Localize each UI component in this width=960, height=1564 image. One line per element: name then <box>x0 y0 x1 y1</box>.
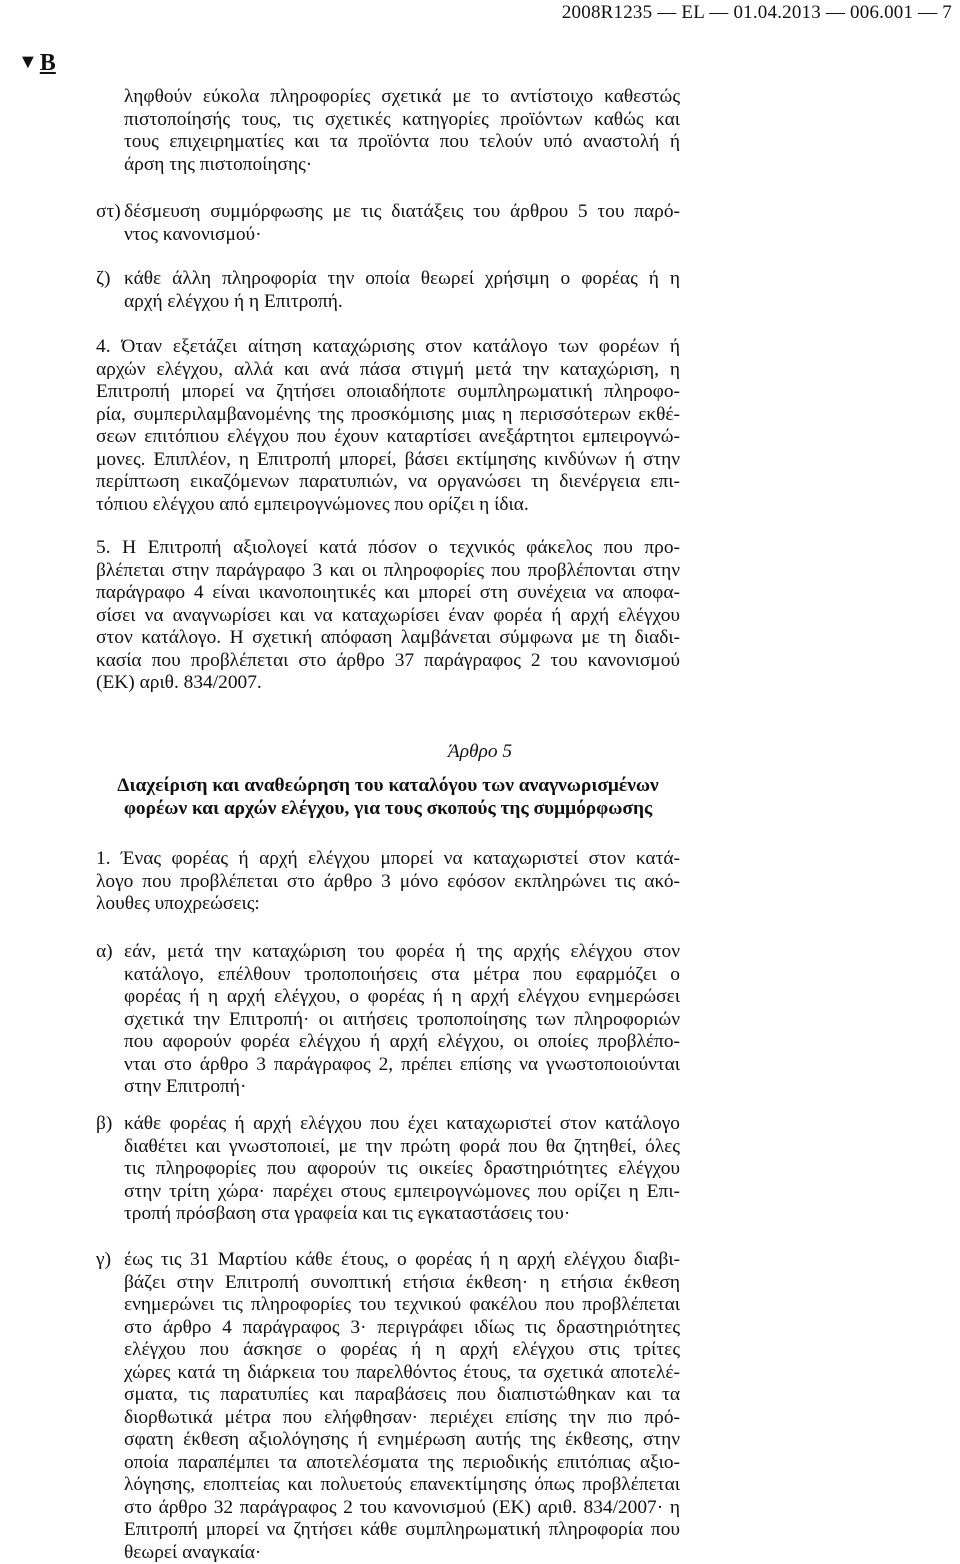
a-line: εάν, μετά την καταχώριση του φορέα ή της αρχής ελέγχου στον <box>124 941 680 962</box>
p1-line: λουθες υποχρεώσεις: <box>96 893 260 914</box>
g-line: ενημερώνει τις πληροφορίες του τεχνικού φακέλου που προβλέπεται <box>124 1294 680 1315</box>
st-line: ντος κανονισμού· <box>124 223 262 245</box>
p4-line: τόπιου ελέγχου από εμπειρογνώμονες που ορίζει η ίδια. <box>96 493 529 515</box>
p4-line: σεων επιτόπιου ελέγχου που έχουν καταρτίσει ανεξάρτητοι εμπειρογνώ- <box>96 426 680 447</box>
g-line: διορθωτικά μέτρα που ελήφθησαν· περιέχει επίσης την πιο πρό- <box>124 1406 680 1428</box>
g-label: γ) <box>96 1249 112 1270</box>
p5-line: (ΕΚ) αριθ. 834/2007. <box>96 672 262 693</box>
p1-line: 1. Ένας φορέας ή αρχή ελέγχου μπορεί να καταχωριστεί στον κατά- <box>96 848 680 869</box>
b-line: τροπή πρόσβαση στα γραφεία και τις εγκαταστάσεις του· <box>124 1203 571 1224</box>
st-label: στ) <box>96 201 121 222</box>
g-line: στο άρθρο 32 παράγραφος 2 του κανονισμού (ΕΚ) αριθ. 834/2007· η <box>124 1496 680 1518</box>
a-line: στην Επιτροπή· <box>124 1076 247 1097</box>
triangle-icon: ▼ <box>18 51 38 73</box>
p5-line: παράγραφο 4 είναι ικανοποιητικές και μπορεί στη συνέχεια να αποφα- <box>96 582 680 603</box>
g-line: βάζει στην Επιτροπή συνοπτική ετήσια έκθεση· η ετήσια έκθεση <box>124 1271 680 1293</box>
p5-line: σίσει να αναγνωρίσει και να καταχωρίσει έναν φορέα ή αρχή ελέγχου <box>96 604 680 626</box>
z-line: κάθε άλλη πληροφορία την οποία θεωρεί χρήσιμη ο φορέας ή η <box>124 268 680 289</box>
p0-line: τους επιχειρηματίες και τα προϊόντα που τελούν υπό αναστολή ή <box>124 131 680 152</box>
p5-line: κασία που προβλέπεται στο άρθρο 37 παράγραφος 2 του κανονισμού <box>96 649 680 671</box>
p0-line: ληφθούν εύκολα πληροφορίες σχετικά με το αντίστοιχο καθεστώς <box>124 86 680 107</box>
p1-line: λογο που προβλέπεται στο άρθρο 3 μόνο εφόσον εκπληρώνει τις ακό- <box>96 870 680 892</box>
a-label: α) <box>96 941 113 962</box>
b-label: β) <box>96 1113 113 1134</box>
g-line: έως τις 31 Μαρτίου κάθε έτους, ο φορέας ή η αρχή ελέγχου διαβι- <box>124 1249 680 1270</box>
a-line: νται στο άρθρο 3 παράγραφος 2, πρέπει επίσης να γνωστοποιούνται <box>124 1053 680 1075</box>
a-line: σχετικά την Επιτροπή· οι αιτήσεις τροποποίησης των πληροφοριών <box>124 1008 680 1030</box>
b-line: στην τρίτη χώρα· παρέχει στους εμπειρογνώμονες που ορίζει η Επι- <box>124 1180 680 1202</box>
page-header: 2008R1235 — EL — 01.04.2013 — 006.001 — 7 <box>561 2 952 23</box>
g-line: λόγησης, εποπτείας και πολυετούς επανεκτίμησης όπως προβλέπεται <box>124 1474 680 1495</box>
article-heading-line: φορέων και αρχών ελέγχου, για τους σκοπούς της συμμόρφωσης <box>123 797 653 819</box>
g-line: οποία παραπέμπει τα αποτελέσματα της περιοδικής επιτόπιας αξιο- <box>124 1451 680 1473</box>
b-line: τις πληροφορίες που αφορούν τις οικείες δραστηριότητες ελέγχου <box>124 1158 680 1179</box>
b-line: διαθέτει και γνωστοποιεί, με την πρώτη φορά που θα ζητηθεί, όλες <box>124 1135 680 1157</box>
g-line: θεωρεί αναγκαία· <box>124 1541 262 1563</box>
p4-line: περίπτωση εικαζόμενων παρατυπιών, να οργανώσει τη διενέργεια επι- <box>96 471 680 492</box>
amendment-marker-label: B <box>39 50 56 76</box>
amendment-marker <box>18 50 56 77</box>
st-line: δέσμευση συμμόρφωσης με τις διατάξεις του άρθρου 5 του παρό- <box>124 201 680 222</box>
article-heading-line: Διαχείριση και αναθεώρηση του καταλόγου των αναγνωρισμένων <box>117 775 659 796</box>
p5-line: βλέπεται στην παράγραφο 3 και οι πληροφορίες που προβλέπονται στην <box>96 559 680 581</box>
g-line: ελέγχου που άσκησε ο φορέας ή η αρχή ελέγχου στις τρίτες <box>124 1339 680 1360</box>
p0-line: πιστοποίησής τους, τις σχετικές κατηγορίες προϊόντων καθώς και <box>124 108 680 130</box>
g-line: χώρες κατά τη διάρκεια του παρελθόντος έτους, τα σχετικά αποτελέ- <box>124 1361 680 1383</box>
p5-line: στον κατάλογο. Η σχετική απόφαση λαμβάνεται σύμφωνα με τη διαδι- <box>96 627 680 648</box>
g-line: στο άρθρο 4 παράγραφος 3· περιγράφει ιδίως τις δραστηριότητες <box>124 1316 680 1338</box>
g-line: Επιτροπή μπορεί να ζητήσει κάθε συμπληρωματική πληροφορία που <box>124 1519 680 1540</box>
p5-line: 5. Η Επιτροπή αξιολογεί κατά πόσον ο τεχνικός φάκελος που προ- <box>96 537 680 558</box>
b-line: κάθε φορέας ή αρχή ελέγχου που έχει καταχωριστεί στον κατάλογο <box>124 1113 680 1134</box>
p4-line: αρχών ελέγχου, αλλά και ανά πάσα στιγμή μετά την καταχώριση, η <box>96 358 680 380</box>
p4-line: μονες. Επιπλέον, η Επιτροπή μπορεί, βάσει εκτίμησης κινδύνων ή στην <box>96 448 680 470</box>
p4-line: ρία, συμπεριλαμβανομένης της προσκόμισης μιας η περισσότερων εκθέ- <box>96 403 680 425</box>
p0-line: άρση της πιστοποίησης· <box>124 153 313 175</box>
a-line: φορέας ή η αρχή ελέγχου, ο φορέας ή η αρχή ελέγχου ενημερώσει <box>124 986 680 1007</box>
g-line: σματα, τις παρατυπίες και παραβάσεις που διαπιστώθηκαν και τα <box>124 1384 680 1405</box>
a-line: κατάλογο, επέλθουν τροποποιήσεις στα μέτρα που εφαρμόζει ο <box>124 963 680 985</box>
p4-line: Επιτροπή μπορεί να ζητήσει οποιαδήποτε συμπληρωματική πληροφο- <box>96 381 680 402</box>
a-line: που αφορούν φορέα ελέγχου ή αρχή ελέγχου, οι οποίες προβλέπο- <box>124 1031 680 1052</box>
article-title: Άρθρο 5 <box>447 741 513 762</box>
z-line: αρχή ελέγχου ή η Επιτροπή. <box>124 290 343 312</box>
z-label: ζ) <box>96 268 111 289</box>
p4-line: 4. Όταν εξετάζει αίτηση καταχώρισης στον κατάλογο των φορέων ή <box>96 336 680 357</box>
g-line: σφατη έκθεση αξιολόγησης ή ενημέρωση αυτής της έκθεσης, στην <box>124 1429 680 1450</box>
